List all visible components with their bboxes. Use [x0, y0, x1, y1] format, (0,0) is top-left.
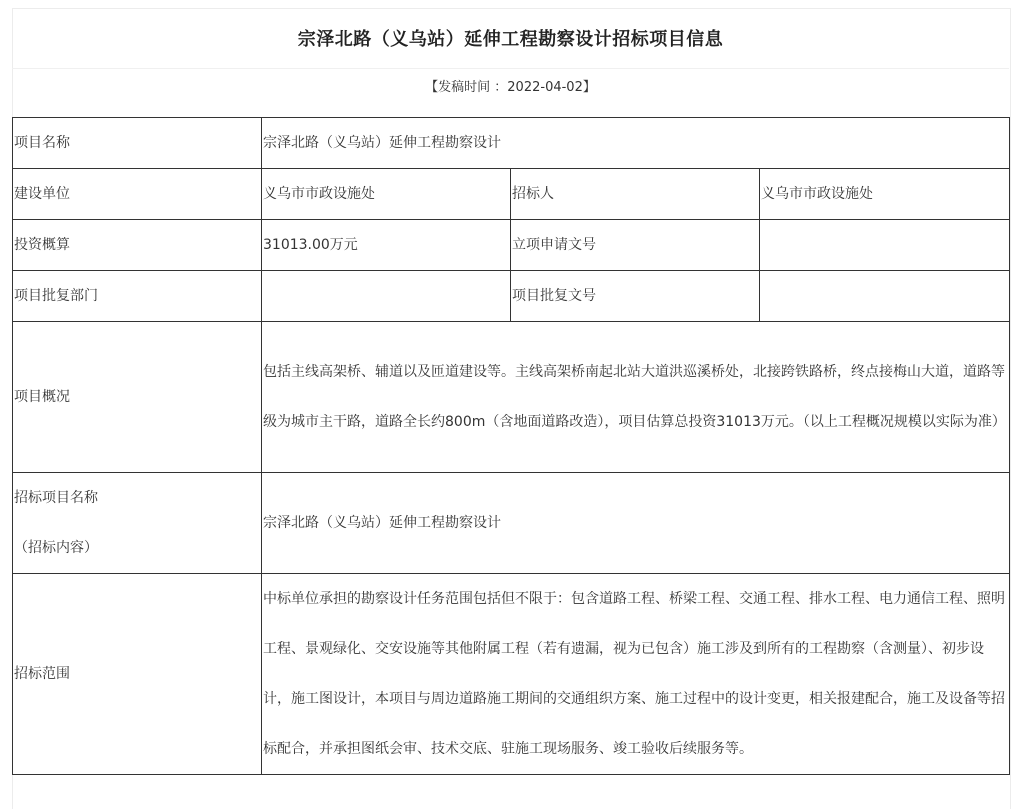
label-bid-project-name-line1: 招标项目名称 — [14, 490, 98, 506]
table-row-bid-project-name — [13, 473, 1010, 574]
label-application-number: 立项申请文号 — [511, 220, 760, 271]
publish-date: 【发稿时间 ：2022-04-02】 — [425, 79, 596, 95]
value-application-number — [760, 220, 1010, 271]
label-bid-scope: 招标范围 — [13, 574, 262, 775]
label-bid-project-name-line2: （招标内容） — [14, 540, 98, 556]
value-tenderer: 义乌市市政设施处 — [760, 169, 1010, 220]
table-row-construction-unit — [13, 169, 1010, 220]
table-row-approval — [13, 271, 1010, 322]
table-row-project-name — [13, 118, 1010, 169]
label-overview: 项目概况 — [13, 322, 262, 473]
value-project-name: 宗泽北路（义乌站）延伸工程勘察设计 — [262, 118, 1010, 169]
table-row-bid-scope — [13, 574, 1010, 775]
value-investment: 31013.00万元 — [262, 220, 511, 271]
value-approval-dept — [262, 271, 511, 322]
value-approval-number — [760, 271, 1010, 322]
label-bid-project-name — [13, 473, 262, 574]
label-tenderer: 招标人 — [511, 169, 760, 220]
label-project-name: 项目名称 — [13, 118, 262, 169]
label-construction-unit: 建设单位 — [13, 169, 262, 220]
page-title: 宗泽北路（义乌站）延伸工程勘察设计招标项目信息 — [297, 29, 724, 50]
project-info-table — [12, 117, 1010, 775]
title-bar — [12, 8, 1009, 69]
label-investment: 投资概算 — [13, 220, 262, 271]
value-bid-scope: 中标单位承担的勘察设计任务范围包括但不限于：包含道路工程、桥梁工程、交通工程、排水工程、电力通信工程、照明工程、景观绿化、交安设施等其他附属工程（若有遗漏，视为已包含）施工涉及到所有的工程勘察（含测量）、初步设计，施工图设计，本项目与周边道路施工期间的交通组织方案、施工过程中的设计变更，相关报建配合，施工及设备等招标配合，并承担图纸会审、技术交底、驻施工现场服务、竣工验收后续服务等。 — [262, 574, 1010, 775]
value-construction-unit: 义乌市市政设施处 — [262, 169, 511, 220]
table-row-overview — [13, 322, 1010, 473]
table-row-investment — [13, 220, 1010, 271]
value-bid-project-name: 宗泽北路（义乌站）延伸工程勘察设计 — [262, 473, 1010, 574]
value-overview: 包括主线高架桥、辅道以及匝道建设等。主线高架桥南起北站大道洪巡溪桥处，北接跨铁路桥，终点接梅山大道，道路等级为城市主干路，道路全长约800m（含地面道路改造），项目估算总投资31013万元。（以上工程概况规模以实际为准） — [262, 322, 1010, 473]
label-approval-dept: 项目批复部门 — [13, 271, 262, 322]
label-approval-number: 项目批复文号 — [511, 271, 760, 322]
